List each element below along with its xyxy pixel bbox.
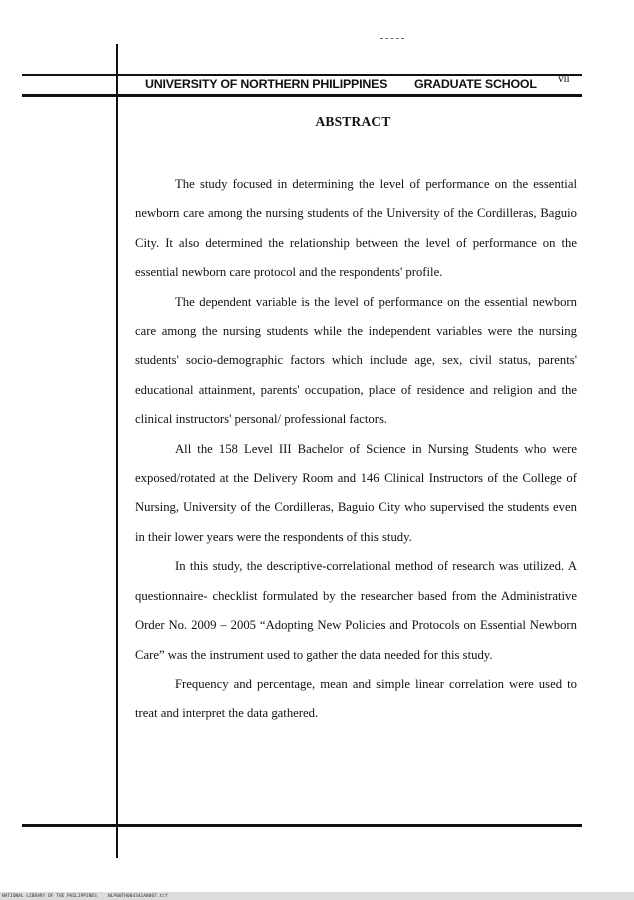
paragraph: The study focused in determining the level of performance on the essential newborn care among the nursing students of the University of the Cordilleras, Baguio City. It also determined the relationship between the level of performance on the essential newborn care protocol and the respondents' profile. <box>135 177 577 280</box>
scan-footer-bar <box>0 892 634 900</box>
page-number: vii <box>558 73 570 85</box>
paragraph: Frequency and percentage, mean and simple linear correlation were used to treat and interpret the data gathered. <box>135 676 577 721</box>
file-id: NLP00TH004341A0007.tif <box>108 894 168 899</box>
footer-rule <box>22 824 582 827</box>
running-header <box>145 73 585 94</box>
university-name: UNIVERSITY OF NORTHERN PHILIPPINES <box>145 77 388 91</box>
abstract-body <box>135 170 577 729</box>
school-name: GRADUATE SCHOOL <box>414 77 537 91</box>
left-margin-rule <box>116 44 118 858</box>
page-title: ABSTRACT <box>315 114 391 129</box>
header-bottom-rule <box>22 94 582 97</box>
paragraph: In this study, the descriptive-correlational method of research was utilized. A questionnaire- checklist formulated by the researcher based from the Administrative Order No. 2009 – 2005 “Adopting New Policies and Protocols on Essential Newborn Care” was the instrument used to gather the data needed for this study. <box>135 559 577 662</box>
paragraph: The dependent variable is the level of performance on the essential newborn care among the nursing students while the independent variables were the nursing students' socio-demographic factors which include age, sex, civil status, parents' educational attainment, parents' occupation, place of residence and religion and the clinical instructors' personal/ professional factors. <box>135 294 577 427</box>
scan-artifact-mark <box>380 38 404 40</box>
paragraph: All the 158 Level III Bachelor of Science in Nursing Students who were exposed/rotated at the Delivery Room and 146 Clinical Instructors of the College of Nursing, University of the Cordilleras, Baguio City who supervised the students even in their lower years were the respondents of this study. <box>135 441 577 544</box>
library-stamp: NATIONAL LIBRARY OF THE PHILIPPINES <box>2 894 97 899</box>
